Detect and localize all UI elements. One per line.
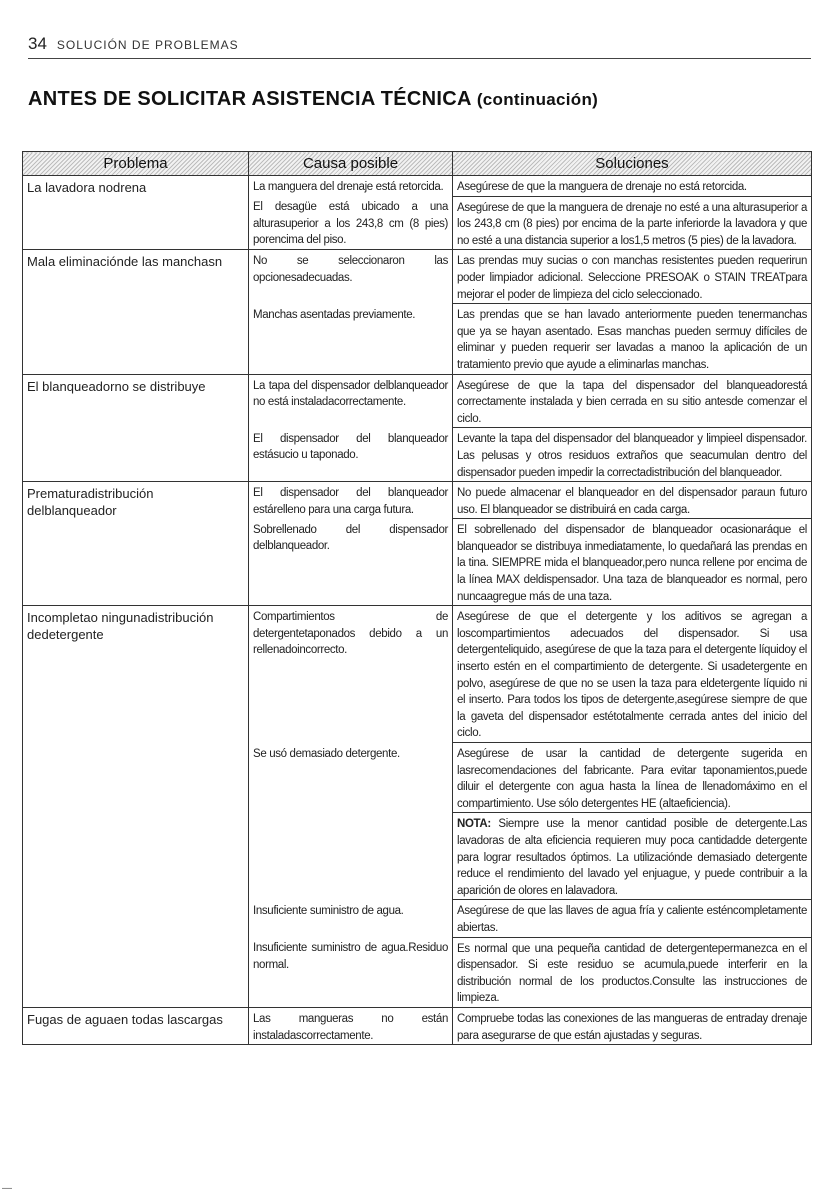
solution-cell: El sobrellenado del dispensador de blanqueador ocasionaráque el blanqueador se distribuya inmediatamente, lo quedañará las prendas en la tina. SIEMPRE mida el blanqueador,pero nunca rellene por encima de la línea MAX deldispensador. Una taza de blanqueador es normal, pero nuncaagregue más de una taza.	[453, 519, 812, 606]
cause-cell: Manchas asentadas previamente.	[249, 304, 453, 374]
table-header-row	[23, 152, 812, 176]
cause-cell: La manguera del drenaje está retorcida.	[249, 176, 453, 197]
table-row	[23, 482, 812, 519]
cause-cell: Sobrellenado del dispensador delblanqueador.	[249, 519, 453, 606]
solution-cell: No puede almacenar el blanqueador en del dispensador paraun futuro uso. El blanqueador se distribuirá en cada carga.	[453, 482, 812, 519]
table-row	[23, 606, 812, 743]
table-row	[23, 250, 812, 304]
column-header-problem: Problema	[23, 152, 249, 176]
section-title: SOLUCIÓN DE PROBLEMAS	[56, 38, 239, 52]
note-cell	[453, 813, 812, 900]
cause-cell: El dispensador del blanqueador estárelleno para una carga futura.	[249, 482, 453, 519]
footer-mark: —	[2, 1183, 12, 1194]
problem-cell: La lavadora nodrena	[23, 176, 249, 250]
solution-cell: Asegúrese de que la manguera de drenaje no está retorcida.	[453, 176, 812, 197]
table-row	[23, 374, 812, 428]
note-text: Siempre use la menor cantidad posible de detergente.Las lavadoras de alta eficiencia requieren muy poca cantidadde detergente para lograr resultados óptimos. La utilizaciónde demasiado detergente reduce el rendimiento del lavado yel enjuague, y puede contribuir a la aparición de olores en lalavadora.	[457, 818, 807, 897]
page-title	[28, 88, 598, 111]
solution-cell: Es normal que una pequeña cantidad de detergentepermanezca en el dispensador. Si este residuo se acumula,puede interferir en la distribución normal de los productos.Consulte las instrucciones de limpieza.	[453, 937, 812, 1007]
solution-cell: Compruebe todas las conexiones de las mangueras de entraday drenaje para asegurarse de que están ajustadas y seguras.	[453, 1007, 812, 1044]
cause-cell: Insuficiente suministro de agua.Residuo normal.	[249, 937, 453, 1007]
column-header-cause: Causa posible	[249, 152, 453, 176]
table-row	[23, 1007, 812, 1044]
problem-cell: El blanqueadorno se distribuye	[23, 374, 249, 482]
solution-cell: Levante la tapa del dispensador del blanqueador y limpieel dispensador. Las pelusas y otros residuos extraños que seacumulan dentro del dispensador pueden impedir la correctadistribución del blanqueador.	[453, 428, 812, 482]
cause-cell: El desagüe está ubicado a una alturasuperior a los 243,8 cm (8 pies) porencima del piso.	[249, 196, 453, 250]
page-title-main: ANTES DE SOLICITAR ASISTENCIA TÉCNICA	[28, 88, 471, 110]
solution-cell: Asegúrese de que el detergente y los aditivos se agregan a loscompartimientos adecuados del dispensador. Si usa detergenteliquido, asegúrese de que la taza para el detergente líquidoy el inserto estén en el compartimiento de detergente. Si usadetergente en polvo, asegúrese de que no se usen la taza para eldetergente líquido ni el inserto. Para todos los tipos de detergente,asegúrese siempre de que la gaveta del dispensador estétotalmente cerrada antes del inicio del ciclo.	[453, 606, 812, 743]
solution-cell: Asegúrese de que la tapa del dispensador del blanqueadorestá correctamente instalada y bien cerrada en su sitio antesde comenzar el ciclo.	[453, 374, 812, 428]
solution-cell: Las prendas que se han lavado anteriormente pueden tenermanchas que ya se hayan asentado. Esas manchas pueden sermuy difíciles de eliminar y pueden requerir ser lavadas a manoo la aplicación de un tratamiento previo que ayude a eliminarlas manchas.	[453, 304, 812, 374]
cause-cell: Insuficiente suministro de agua.	[249, 900, 453, 937]
solution-cell: Las prendas muy sucias o con manchas resistentes pueden requerirun poder limpiador adicional. Seleccione PRESOAK o STAIN TREATpara mejorar el poder de limpieza del ciclo seleccionado.	[453, 250, 812, 304]
page-title-continuation: (continuación)	[476, 90, 599, 109]
problem-cell: Prematuradistribución delblanqueador	[23, 482, 249, 606]
problem-cell: Fugas de aguaen todas lascargas	[23, 1007, 249, 1044]
cause-cell: La tapa del dispensador delblanqueador no está instaladacorrectamente.	[249, 374, 453, 428]
solution-cell: Asegúrese de que las llaves de agua fría y caliente esténcompletamente abiertas.	[453, 900, 812, 937]
troubleshooting-table	[22, 151, 812, 1045]
cause-cell: Las mangueras no están instaladascorrectamente.	[249, 1007, 453, 1044]
page-number: 34	[28, 34, 47, 53]
cause-cell: El dispensador del blanqueador estásucio u taponado.	[249, 428, 453, 482]
table-row	[23, 176, 812, 197]
cause-cell: Compartimientos de detergentetaponados debido a un rellenadoincorrecto.	[249, 606, 453, 743]
cause-cell: No se seleccionaron las opcionesadecuadas.	[249, 250, 453, 304]
problem-cell: Mala eliminaciónde las manchasn	[23, 250, 249, 374]
solution-cell: Asegúrese de que la manguera de drenaje no esté a una alturasuperior a los 243,8 cm (8 pies) por encima de la parte inferiorde la lavadora y que no esté a una distancia superior a los1,5 metros (5 pies) de la lavadora.	[453, 196, 812, 250]
page-header	[28, 34, 811, 59]
problem-cell: Incompletao ningunadistribución dedetergente	[23, 606, 249, 1008]
column-header-solutions: Soluciones	[453, 152, 812, 176]
note-label: NOTA:	[457, 818, 491, 831]
solution-cell: Asegúrese de usar la cantidad de detergente sugerida en lasrecomendaciones del fabricante. Para evitar taponamientos,puede diluir el detergente con agua hasta la línea de llenadomáximo en el compartimiento. Use sólo detergentes HE (altaeficiencia).	[453, 743, 812, 813]
cause-cell: Se usó demasiado detergente.	[249, 743, 453, 900]
